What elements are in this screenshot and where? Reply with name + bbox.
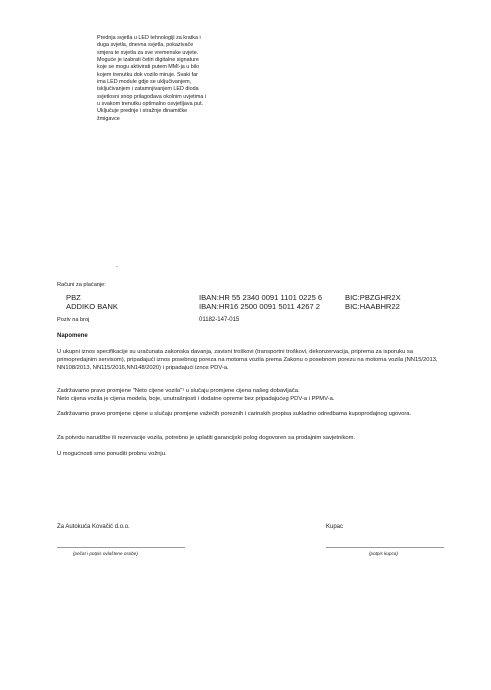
- payment-accounts-label: Računi za plaćanje:: [57, 282, 106, 288]
- buyer-signature-caption: (potpis kupca): [369, 551, 398, 556]
- bic-1: BIC:PBZGHR2X: [345, 293, 401, 302]
- notes-heading: Napomene: [57, 333, 88, 339]
- buyer-label: Kupac: [326, 524, 344, 530]
- notes-paragraph-3: Zadržavamo pravo promjene cijene u slučaju promjene važećih poreznih i carinskih propisa sukladno odredbama kupoprodajnog ugovora.: [57, 411, 412, 417]
- seller-signature-line: [57, 547, 185, 548]
- notes-paragraph-2b: Neto cijena vozila je cijena modela, boje, unutrašnjosti i dodatne opreme bez pripadajućeg PDV-a i PPMV-a.: [57, 396, 335, 402]
- iban-1: IBAN:HR 55 2340 0091 1101 0225 6: [199, 293, 323, 302]
- notes-paragraph-2a: Zadržavamo pravo promjene "Neto cijene vozila"¹ u slučaju promjene cijena našeg dobavljača.: [57, 388, 300, 394]
- buyer-signature-line: [326, 547, 444, 548]
- bic-2: BIC:HAABHR22: [345, 302, 400, 311]
- bank-name-2: ADDIKO BANK: [66, 302, 118, 311]
- bank-name-1: PBZ: [66, 293, 81, 302]
- notes-paragraph-4: Za potvrdu narudžbe ili rezervacije vozila, potrebno je uplatiti garancijski polog dogovoren sa prodajnim savjetnikom.: [57, 435, 356, 441]
- vehicle-description: Prednja svjetla u LED tehnologiji za kratka i duga svjetla, dnevna svjetla, pokazivače smjera te svjetla za sve vremenske uvjete. Moguće je izabrati četiri digitalne signature koje se mogu aktivirati putem MMI-ja u bilo kojem trenutku dok vozilo miruje. Svaki far ima LED module gdje se uključivanjem, isključivanjem i zatamnjivanjem LED dioda svjetlosni snop prilagođava okolnim uvjetima i u svakom trenutku optimalno osvjetljava put. Uključuje prednje i stražnje dinamičke žmigavce: [97, 35, 207, 122]
- seller-label: Za Autokuća Kovačić d.o.o.: [57, 524, 130, 530]
- iban-2: IBAN:HR16 2500 0091 5011 4267 2: [199, 302, 321, 311]
- notes-paragraph-5: U mogućnosti smo ponuditi probnu vožnju.: [57, 451, 167, 457]
- seller-signature-caption: (pečat i potpis ovlaštene osobe): [73, 551, 138, 556]
- reference-value: 01182-147-015: [199, 317, 240, 323]
- notes-paragraph-1: U ukupni iznos specifikacije su uračunata zakonska davanja, zavisni troškovi (transportni troškovi, dekonzervacija, priprema za isporuku sa primopredajnim servisom), pripadajući iznos posebnog poreza na motorna vozila prema Zakonu o posebnom porezu na motorna vozila (NN15/2013, NN108/2013, NN115/2016,NN148/2020) i pripadajući iznos PDV-a.: [57, 349, 438, 371]
- separator-dot: .: [116, 262, 118, 269]
- reference-label: Poziv na broj: [57, 317, 90, 323]
